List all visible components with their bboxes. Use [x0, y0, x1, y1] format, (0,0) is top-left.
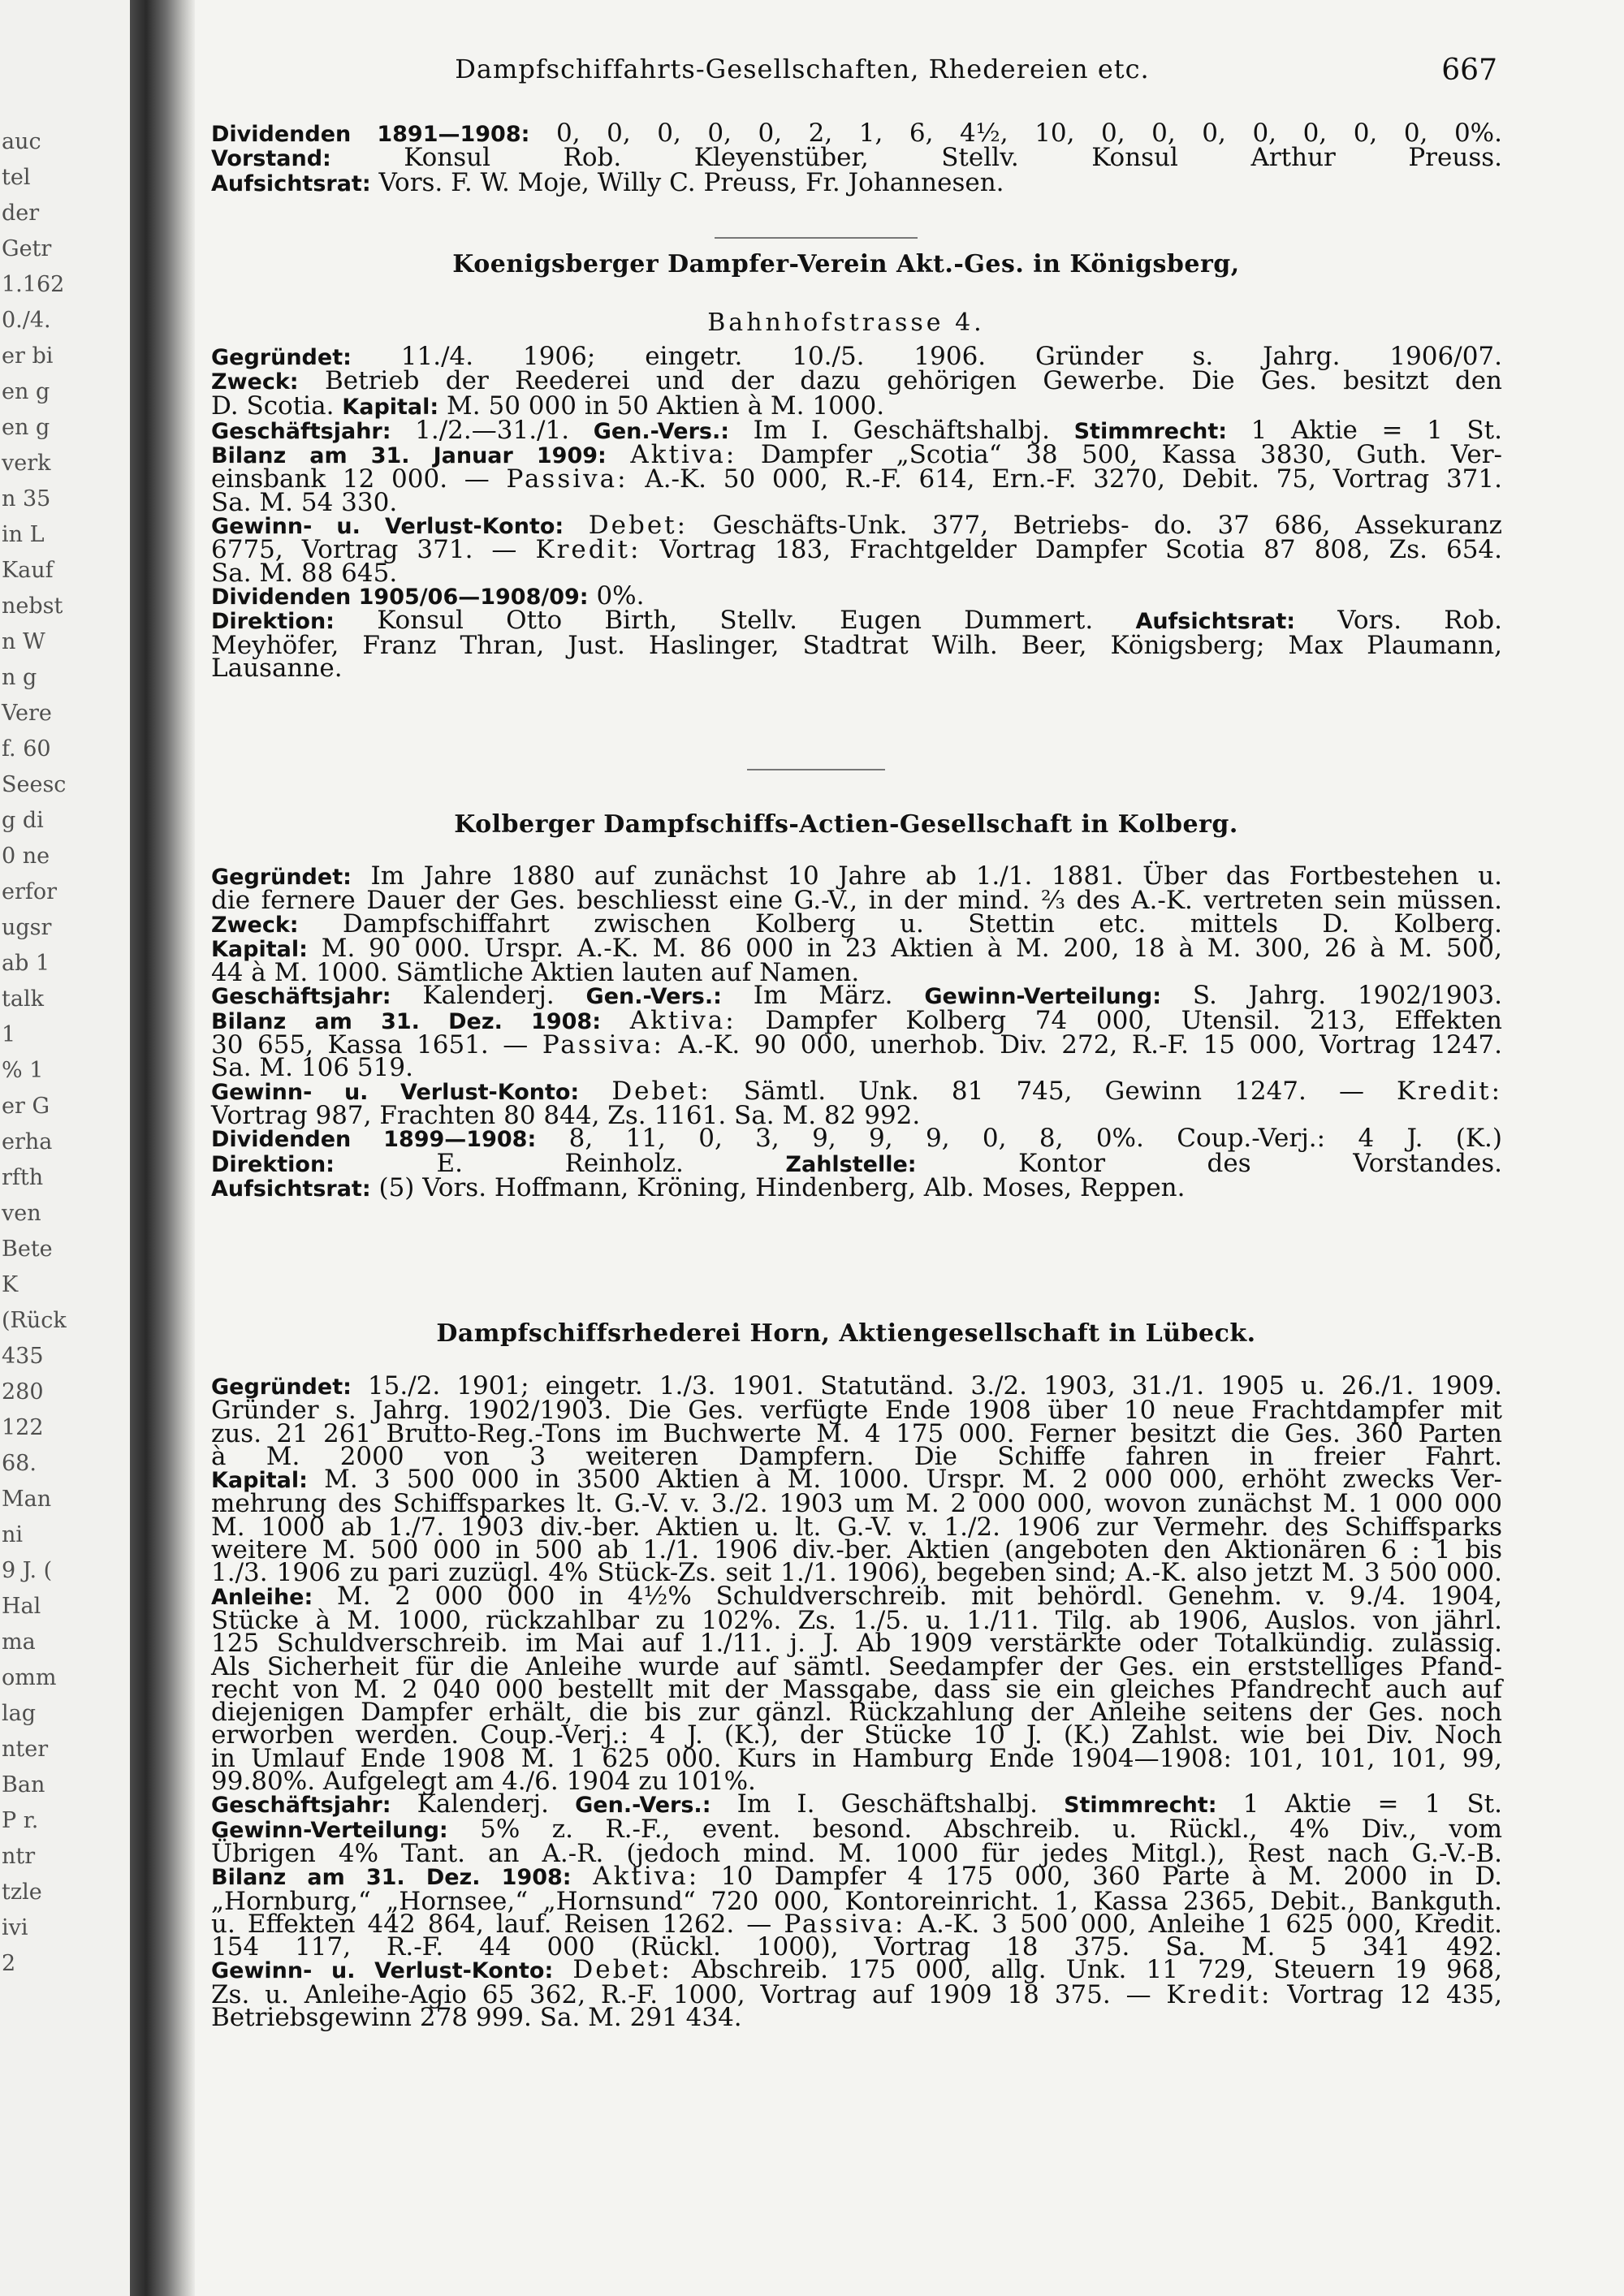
- running-title: Dampfschiffahrts-Gesellschaften, Rhedereien etc.: [455, 54, 1150, 84]
- line-text: 30 655, Kassa 1651. —: [211, 1030, 542, 1060]
- line-text: Konsul Otto Birth, Stellv. Eugen Dummert.: [334, 606, 1136, 636]
- ledger-label: Kredit:: [535, 535, 641, 565]
- line-text: Kalenderj.: [391, 981, 586, 1011]
- field-label: Geschäftsjahr:: [211, 418, 391, 444]
- left-page-text: tzle: [2, 1880, 42, 1905]
- left-page-text: er G: [2, 1094, 50, 1119]
- left-page-text: nter: [2, 1737, 49, 1762]
- line-text: „Hornburg,“ „Hornsee,“ „Hornsund“ 720 000, Kontoreinricht. 1, Kassa 2365, Debit., Bankguth.: [211, 1886, 1502, 1916]
- field-label: Gegründet:: [211, 1375, 352, 1400]
- ledger-label: Debet:: [572, 1955, 672, 1985]
- book-gutter: [130, 0, 195, 2296]
- field-label: Zweck:: [211, 912, 299, 938]
- line-text: Betriebsgewinn 278 999. Sa. M. 291 434.: [211, 2003, 742, 2033]
- page-number: 667: [1441, 54, 1497, 87]
- left-page-text: ugsr: [2, 915, 52, 940]
- line-text: Kalenderj.: [391, 1789, 576, 1819]
- line-text: 0, 0, 0, 0, 0, 2, 1, 6, 4½, 10, 0, 0, 0, 0, 0, 0, 0, 0%.: [529, 119, 1502, 148]
- field-label: Kapital:: [211, 1468, 308, 1494]
- left-page-text: Seesc: [2, 772, 67, 797]
- line-text: diejenigen Dampfer erhält, die bis zur gänzl. Rückzahlung der Anleihe seitens der Ges. noch: [211, 1698, 1502, 1728]
- ledger-label: Aktiva:: [630, 440, 737, 470]
- line-text: A.-K. 3 500 000, Anleihe 1 625 000, Kredit.: [905, 1909, 1502, 1939]
- line-text: Geschäfts-Unk. 377, Betriebs- do. 37 686, Assekuranz: [688, 511, 1503, 541]
- left-page-text: talk: [2, 986, 44, 1012]
- line-text: erworben werden. Coup.-Verj.: 4 J. (K.), der Stücke 10 J. (K.) Zahlst. wie bei Div. Noch: [211, 1720, 1502, 1750]
- field-label: Aufsichtsrat:: [211, 1176, 371, 1202]
- line-text: Sa. M. 54 330.: [211, 487, 398, 517]
- left-page-text: Getr: [2, 236, 52, 261]
- left-page-text: 280: [2, 1379, 44, 1405]
- line-text: Übrigen 4% Tant. an A.-R. (jedoch mind. M. 1000 für jedes Mitgl.), Rest nach G.-V.-B.: [211, 1838, 1502, 1868]
- left-page-text: erfor: [2, 879, 58, 904]
- field-label: Bilanz am 31. Januar 1909:: [211, 443, 607, 469]
- left-page-text: verk: [2, 451, 51, 476]
- line-text: 11./4. 1906; eingetr. 10./5. 1906. Gründer s. Jahrg. 1906/07.: [351, 342, 1502, 371]
- field-label: Dividenden 1905/06—1908/09:: [211, 584, 589, 610]
- left-page-text: ntr: [2, 1844, 36, 1869]
- line-text: Lausanne.: [211, 653, 343, 683]
- line-text: Im I. Geschäftshalbj.: [710, 1789, 1065, 1819]
- left-page-text: 0 ne: [2, 844, 50, 869]
- field-label: Stimmrecht:: [1073, 418, 1228, 444]
- line-text: Dampfer „Scotia“ 38 500, Kassa 3830, Guth. Ver-: [736, 440, 1502, 470]
- ledger-label: Passiva:: [784, 1909, 906, 1939]
- field-label: Zahlstelle:: [785, 1151, 917, 1177]
- line-text: mehrung des Schiffsparkes lt. G.-V. v. 3./2. 1903 um M. 2 000 000, wovon zunächst M. 1 000 000: [211, 1489, 1502, 1519]
- left-page-text: Man: [2, 1487, 52, 1512]
- ledger-label: Passiva:: [506, 464, 628, 494]
- left-page-text: erha: [2, 1129, 53, 1154]
- left-page-text: ivi: [2, 1915, 28, 1940]
- field-label: Bilanz am 31. Dez. 1908:: [211, 1008, 602, 1034]
- line-text: M. 90 000. Urspr. A.-K. M. 86 000 in 23 Aktien à M. 200, 18 à M. 300, 26 à M. 500,: [307, 933, 1502, 963]
- section-body: [211, 1371, 1502, 2033]
- text-line: [211, 2003, 1502, 2033]
- line-text: Im Jahre 1880 auf zunächst 10 Jahre ab 1./1. 1881. Über das Fortbestehen u.: [351, 861, 1502, 891]
- left-page-text: Hal: [2, 1594, 41, 1619]
- line-text: Vortrag 12 435,: [1272, 1979, 1502, 2009]
- field-label: Direktion:: [211, 1151, 335, 1177]
- field-label: Kapital:: [342, 394, 439, 420]
- ledger-label: Passiva:: [542, 1030, 664, 1060]
- ledger-label: Kredit:: [1397, 1076, 1503, 1106]
- ledger-label: Debet:: [588, 511, 689, 541]
- line-text: 6775, Vortrag 371. —: [211, 535, 536, 565]
- line-text: 125 Schuldverschreib. im Mai auf 1./11. j. J. Ab 1909 verstärkte oder Totalkündig. zulässig.: [211, 1629, 1502, 1659]
- left-page-text: 1: [2, 1022, 16, 1047]
- field-label: Aufsichtsrat:: [1135, 609, 1296, 635]
- left-page-text: 122: [2, 1415, 44, 1440]
- field-label: Gewinn-Verteilung:: [924, 984, 1162, 1010]
- left-page-fragment: [0, 0, 130, 2296]
- line-text: 44 à M. 1000. Sämtliche Aktien lauten auf Namen.: [211, 958, 860, 988]
- left-page-text: auc: [2, 129, 41, 154]
- line-text: Sa. M. 88 645.: [211, 558, 398, 588]
- left-page-text: rfth: [2, 1165, 44, 1190]
- line-text: Vortrag 987, Frachten 80 844, Zs. 1161. Sa. M. 82 992.: [211, 1100, 921, 1130]
- line-text: A.-K. 50 000, R.-F. 614, Ern.-F. 3270, Debit. 75, Vortrag 371.: [628, 464, 1502, 494]
- text-line: [211, 653, 1502, 683]
- field-label: Kapital:: [211, 936, 308, 962]
- ledger-label: Debet:: [611, 1076, 711, 1106]
- left-page-text: 1.162: [2, 272, 65, 297]
- line-text: 10 Dampfer 4 175 000, 360 Parte à M. 2000 in D.: [699, 1862, 1502, 1892]
- line-text: E. Reinholz.: [334, 1148, 786, 1178]
- left-page-text: Vere: [2, 701, 52, 726]
- section-divider: [715, 237, 918, 239]
- section-title: Koenigsberger Dampfer-Verein Akt.-Ges. in Königsberg,: [452, 250, 1240, 278]
- line-text: Konsul Rob. Kleyenstüber, Stellv. Konsul Arthur Preuss.: [330, 143, 1502, 173]
- line-text: 1./2.—31./1.: [391, 415, 594, 445]
- field-label: Gen.-Vers.:: [575, 1793, 711, 1819]
- text-line: [211, 167, 1502, 197]
- field-label: Gen.-Vers.:: [585, 984, 722, 1010]
- text-line: [211, 464, 1502, 494]
- field-label: Gegründet:: [211, 345, 352, 370]
- left-page-text: % 1: [2, 1058, 44, 1083]
- ledger-label: Aktiva:: [629, 1005, 736, 1035]
- field-label: Geschäftsjahr:: [211, 984, 391, 1010]
- line-text: Als Sicherheit für die Anleihe wurde auf sämtl. Seedampfer der Ges. ein erststelliges Pfand-: [211, 1651, 1502, 1681]
- line-text: Stücke à M. 1000, rückzahlbar zu 102%. Zs. 1./5. u. 1./11. Tilg. ab 1906, Auslos. von jährl.: [211, 1605, 1502, 1635]
- line-text: 99.80%. Aufgelegt am 4./6. 1904 zu 101%.: [211, 1767, 756, 1797]
- line-text: Zs. u. Anleihe-Agio 65 362, R.-F. 1000, Vortrag auf 1909 18 375. —: [211, 1979, 1167, 2009]
- line-text: 5% z. R.-F., event. besond. Abschreib. u. Rückl., 4% Div., vom: [447, 1814, 1502, 1844]
- line-text: M. 2 000 000 in 4½% Schuldverschreib. mit behördl. Genehm. v. 9./4. 1904,: [313, 1581, 1502, 1611]
- field-label: Direktion:: [211, 609, 335, 635]
- left-page-text: n W: [2, 629, 45, 654]
- left-page-text: 68.: [2, 1451, 37, 1476]
- line-text: die fernere Dauer der Ges. beschliesst eine G.-V., in der mind. ⅔ des A.-K. vertreten sein müssen.: [211, 886, 1502, 916]
- line-text: Abschreib. 175 000, allg. Unk. 11 729, Steuern 19 968,: [672, 1955, 1502, 1985]
- field-label: Geschäftsjahr:: [211, 1793, 391, 1819]
- left-page-text: lag: [2, 1701, 37, 1726]
- text-line: [211, 558, 1502, 588]
- line-text: zus. 21 261 Brutto-Reg.-Tons im Buchwerte M. 4 175 000. Ferner besitzt die Ges. 360 Parten: [211, 1418, 1502, 1448]
- line-text: Im I. Geschäftshalbj.: [729, 415, 1074, 445]
- left-page-text: 435: [2, 1344, 44, 1369]
- left-page-text: 0./4.: [2, 308, 51, 333]
- line-text: 154 117, R.-F. 44 000 (Rückl. 1000), Vortrag 18 375. Sa. M. 5 341 492.: [211, 1932, 1502, 1962]
- left-page-text: ni: [2, 1522, 24, 1547]
- left-page-text: der: [2, 201, 40, 226]
- left-page-text: g di: [2, 808, 44, 833]
- line-text: Vors. Rob.: [1295, 606, 1503, 636]
- left-page-text: er bi: [2, 343, 54, 369]
- left-page-text: P r.: [2, 1808, 39, 1833]
- line-text: Sa. M. 106 519.: [211, 1053, 413, 1083]
- line-text: u. Effekten 442 864, lauf. Reisen 1262. —: [211, 1909, 784, 1939]
- line-text: Vors. F. W. Moje, Willy C. Preuss, Fr. Johannesen.: [370, 167, 1004, 197]
- line-text: 1./3. 1906 zu pari zuzügl. 4% Stück-Zs. seit 1./1. 1906), begeben sind; A.-K. also jetzt M. 3 500 000.: [211, 1558, 1502, 1588]
- top-entry-tail: [211, 119, 1502, 197]
- section-title: Dampfschiffsrhederei Horn, Aktiengesellschaft in Lübeck.: [436, 1319, 1256, 1348]
- field-label: Vorstand:: [211, 146, 331, 172]
- line-text: Gründer s. Jahrg. 1902/1903. Die Ges. verfügte Ende 1908 über 10 neue Frachtdampfer mit: [211, 1396, 1502, 1426]
- line-text: einsbank 12 000. —: [211, 464, 507, 494]
- line-text: Dampfer Kolberg 74 000, Utensil. 213, Effekten: [736, 1005, 1503, 1035]
- line-text: 8, 11, 0, 3, 9, 9, 9, 0, 8, 0%. Coup.-Verj.: 4 J. (K.): [536, 1124, 1502, 1154]
- page: [195, 0, 1624, 2296]
- left-page-text: f. 60: [2, 736, 51, 762]
- line-text: Vortrag 183, Frachtgelder Dampfer Scotia 87 808, Zs. 654.: [641, 535, 1502, 565]
- line-text: à M. 2000 von 3 weiteren Dampfern. Die Schiffe fahren in freier Fahrt.: [211, 1441, 1502, 1471]
- left-page-text: omm: [2, 1665, 57, 1690]
- left-page-text: (Rück: [2, 1308, 67, 1333]
- line-text: Sämtl. Unk. 81 745, Gewinn 1247. —: [710, 1076, 1397, 1106]
- text-line: [211, 535, 1502, 565]
- left-page-text: Bete: [2, 1236, 53, 1262]
- ledger-label: Kredit:: [1166, 1979, 1272, 2009]
- ledger-label: Aktiva:: [593, 1862, 700, 1892]
- line-text: Meyhöfer, Franz Thran, Just. Haslinger, Stadtrat Wilh. Beer, Königsberg; Max Plaumann,: [211, 630, 1502, 660]
- line-text: S. Jahrg. 1902/1903.: [1161, 981, 1502, 1011]
- line-text: Kontor des Vorstandes.: [916, 1148, 1502, 1178]
- field-label: Stimmrecht:: [1064, 1793, 1217, 1819]
- line-text: recht von M. 2 040 000 bestellt mit der Massgabe, dass sie ein gleiches Pfandrecht auch auf: [211, 1674, 1502, 1704]
- line-text: M. 1000 ab 1./7. 1903 div.-ber. Aktien u. lt. G.-V. v. 1./2. 1906 zur Vermehr. des Schiffsparks: [211, 1512, 1502, 1542]
- field-label: Gewinn- u. Verlust-Konto:: [211, 514, 564, 540]
- section-title: Kolberger Dampfschiffs-Actien-Gesellschaft in Kolberg.: [454, 810, 1238, 839]
- line-text: 0%.: [588, 580, 645, 611]
- left-page-text: K: [2, 1272, 19, 1297]
- line-text: Betrieb der Reederei und der dazu gehörigen Gewerbe. Die Ges. besitzt den: [298, 366, 1502, 396]
- field-label: Dividenden 1899—1908:: [211, 1127, 537, 1153]
- line-text: Dampfschiffahrt zwischen Kolberg u. Stettin etc. mittels D. Kolberg.: [298, 908, 1502, 939]
- left-page-text: Kauf: [2, 558, 54, 583]
- line-text: 1 Aktie = 1 St.: [1227, 415, 1502, 445]
- field-label: Gegründet:: [211, 865, 352, 890]
- line-text: in Umlauf Ende 1908 M. 1 625 000. Kurs in Hamburg Ende 1904—1908: 101, 101, 101, 99,: [211, 1743, 1502, 1773]
- line-text: D. Scotia.: [211, 391, 343, 421]
- field-label: Gewinn- u. Verlust-Konto:: [211, 1079, 580, 1105]
- left-page-text: en g: [2, 379, 50, 404]
- line-text: M. 50 000 in 50 Aktien à M. 1000.: [438, 391, 885, 421]
- left-page-text: tel: [2, 165, 31, 190]
- running-head: [195, 54, 1497, 89]
- left-page-text: en g: [2, 415, 50, 440]
- line-text: 15./2. 1901; eingetr. 1./3. 1901. Statutänd. 3./2. 1903, 31./1. 1905 u. 26./1. 1909.: [351, 1371, 1502, 1400]
- left-page-text: 2: [2, 1951, 16, 1976]
- field-label: Gen.-Vers.:: [593, 418, 730, 444]
- section-address: Bahnhofstrasse 4.: [707, 309, 985, 337]
- left-page-text: ven: [2, 1201, 41, 1226]
- field-label: Dividenden 1891—1908:: [211, 122, 530, 147]
- field-label: Aufsichtsrat:: [211, 170, 371, 196]
- line-text: M. 3 500 000 in 3500 Aktien à M. 1000. Urspr. M. 2 000 000, erhöht zwecks Ver-: [307, 1465, 1502, 1495]
- section-body: [211, 861, 1503, 1202]
- line-text: A.-K. 90 000, unerhob. Div. 272, R.-F. 15 000, Vortrag 1247.: [663, 1030, 1502, 1060]
- section-divider: [747, 769, 885, 770]
- text-line: [211, 630, 1502, 660]
- line-text: Im März.: [721, 981, 925, 1011]
- line-text: (5) Vors. Hoffmann, Kröning, Hindenberg, Alb. Moses, Reppen.: [370, 1172, 1186, 1202]
- section-body: [211, 342, 1503, 683]
- field-label: Gewinn-Verteilung:: [211, 1817, 448, 1843]
- left-page-text: n 35: [2, 486, 51, 511]
- line-text: 1 Aktie = 1 St.: [1216, 1789, 1502, 1819]
- left-page-text: in L: [2, 522, 45, 547]
- left-page-text: Ban: [2, 1772, 45, 1798]
- left-page-text: n g: [2, 665, 37, 690]
- text-line: [211, 1172, 1502, 1202]
- left-page-text: ab 1: [2, 951, 50, 976]
- field-label: Bilanz am 31. Dez. 1908:: [211, 1865, 572, 1891]
- field-label: Anleihe:: [211, 1584, 313, 1610]
- left-page-text: 9 J. (: [2, 1558, 53, 1583]
- line-text: weitere M. 500 000 in 500 ab 1./1. 1906 div.-ber. Aktien (angeboten den Aktionären 6 : 1 bis: [211, 1535, 1502, 1565]
- field-label: Gewinn- u. Verlust-Konto:: [211, 1958, 554, 1984]
- field-label: Zweck:: [211, 369, 299, 395]
- left-page-text: nebst: [2, 593, 63, 619]
- left-page-text: ma: [2, 1629, 36, 1655]
